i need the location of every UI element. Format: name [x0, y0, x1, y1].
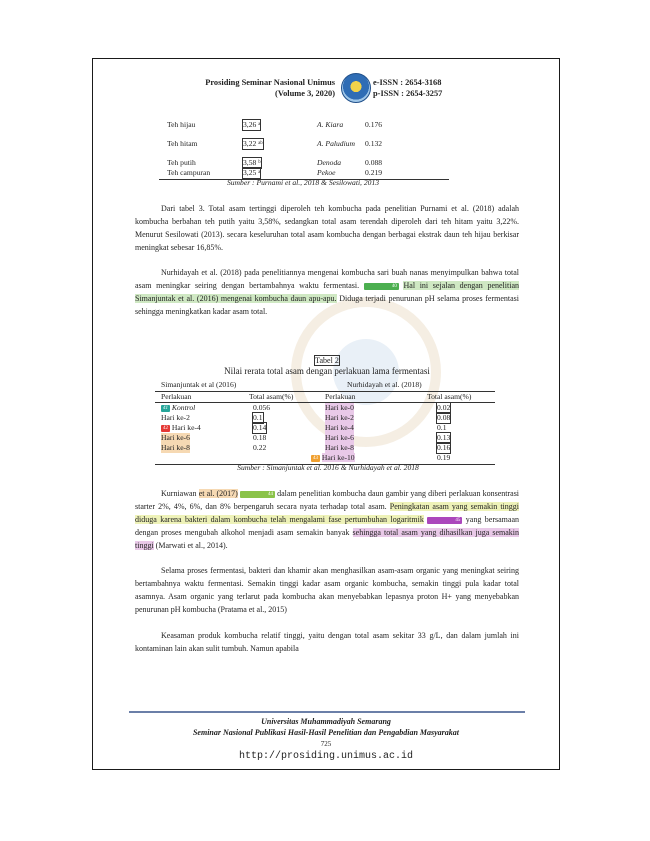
table-cell: Hari ke-8: [325, 443, 354, 452]
table-cell: Hari ke-2: [325, 413, 354, 422]
table-row: [167, 139, 447, 149]
annotation-tag: 40: [364, 283, 399, 290]
cell-text: Hari ke-10: [321, 453, 355, 462]
paragraph-1: Dari tabel 3. Total asam tertinggi diperoleh teh kombucha pada penelitian Purnami et al. (2018) adalah kombucha berbahan teh putih yaitu 3,58%, sedangkan total asam terendah diperoleh dari teh hitam yaitu 3,22%. Menurut Sesilowati (2013). secara keseluruhan total asam kombucha dengan berbagai ekstrak daun teh hijau berkisar meningkat sebesar 16,85%.: [135, 204, 519, 252]
table-2-group-row: [161, 380, 491, 390]
table-cell: 0.1: [437, 423, 447, 432]
table-cell: 3,22 ᵃᵇ: [243, 139, 263, 148]
table-cell: Hari ke-2: [161, 413, 190, 422]
table-cell: Hari ke-0: [325, 403, 354, 412]
table-row: [161, 423, 491, 433]
table-cell: 0.18: [253, 433, 267, 442]
cell-text: Kontrol: [171, 403, 196, 412]
eissn: e-ISSN : 2654-3168: [373, 78, 442, 87]
table-cell: A. Kiara: [317, 120, 344, 129]
paragraph-4: Selama proses fermentasi, bakteri dan khamir akan menghasilkan asam-asam organic yang meningkat seiring bertambahnya waktu fermentasi. Semakin tinggi kadar asam organic kombucha, semakin tinggi pula kadar total asamnya. Asam organic yang terlarut pada kombucha akan menyebabkan lepasnya proton H+ yang menyebabkan penurunan pH kombucha (Pratama et al., 2015): [135, 566, 519, 614]
table-cell: Denoda: [317, 158, 342, 167]
table-cell: 0.08: [437, 413, 451, 422]
table-1-source: Sumber : Purnami et al., 2018 & Sesilowati, 2013: [226, 178, 380, 187]
table-cell: A. Paludium: [317, 139, 355, 148]
table-row: [167, 168, 447, 178]
paragraph-2-part-a: Nurhidayah et al. (2018) pada penelitiannya mengenai kombucha sari buah nanas menyimpulkan bahwa total asam meningkar seiring dengan bertambahnya waktu fermentasi.: [135, 268, 519, 290]
footer-url[interactable]: http://prosiding.unimus.ac.id: [238, 751, 414, 762]
unimus-logo-icon: [341, 73, 371, 103]
footer-university: Universitas Muhammadiyah Semarang: [261, 717, 391, 726]
header-title: [189, 77, 335, 99]
group-right: Nurhidayah et al. (2018): [347, 380, 422, 389]
table-cell: Hari ke-8: [161, 443, 190, 452]
table-cell: 0.14: [253, 423, 267, 432]
table-cell: [161, 423, 201, 433]
table-row: [161, 433, 491, 443]
table-row: [161, 403, 491, 413]
paragraph-3-part-g: (Marwati et al., 2014).: [155, 541, 228, 550]
table-row: [167, 120, 447, 130]
header-title-line2: (Volume 3, 2020): [275, 89, 335, 98]
table-cell: Hari ke-4: [325, 423, 354, 432]
table-cell: 0.13: [437, 433, 451, 442]
table-cell: [161, 403, 195, 413]
table-row: [161, 453, 491, 463]
page-number: 725: [320, 740, 332, 748]
table-cell: Teh putih: [167, 158, 196, 167]
table-cell: 0.22: [253, 443, 267, 452]
paragraph-5: Keasaman produk kombucha relatif tinggi, yaitu dengan total asam sekitar 33 g/L, dan dalam jumlah ini kontaminan lain akan sulit tumbuh. Namun apabila: [135, 631, 519, 653]
paragraph-2-highlight: Hal ini sejalan dengan penelitian Simanjuntak et al. (2016) mengenai kombucha daun apu-apu.: [135, 281, 519, 303]
cell-text: Hari ke-4: [171, 423, 201, 432]
pissn: p-ISSN : 2654-3257: [373, 89, 443, 98]
annotation-tag: 44: [240, 491, 275, 498]
paragraph-3-citation: et al. (2017): [198, 489, 238, 498]
table-cell: 0.02: [437, 403, 451, 412]
header-issn: [373, 77, 483, 99]
paragraph-3: [135, 487, 519, 552]
paragraph-3-highlight-2: sehingga total asam yang dihasilkan juga semakin tinggi: [135, 528, 520, 550]
column-header: Perlakuan: [161, 392, 192, 401]
footer-rule: [129, 711, 525, 713]
table-cell: Hari ke-6: [325, 433, 354, 442]
table-row: [161, 443, 491, 453]
table-cell: 0.219: [365, 168, 383, 177]
footer-seminar: Seminar Nasional Publikasi Hasil-Hasil Penelitian dan Pengabdian Masyarakat: [192, 728, 460, 737]
column-header: Perlakuan: [325, 392, 356, 401]
paragraph-3-highlight-1: Peningkatan asam yang semakin tinggi diduga karena bakteri dalam kombucha telah mengalami fase pertumbuhan logaritmik: [135, 502, 519, 524]
table-cell: 0.19: [437, 453, 451, 462]
table-cell: 3,58 ᵇ: [243, 158, 261, 167]
table-2-title: Nilai rerata total asam dengan perlakuan lama fermentasi: [224, 366, 430, 376]
header-title-line1: Prosiding Seminar Nasional Unimus: [205, 78, 335, 87]
table-row: [161, 413, 491, 423]
table-cell: [311, 453, 355, 463]
table-cell: Teh campuran: [167, 168, 211, 177]
paragraph-3-part-c: dalam penelitian kombucha daun gambir yang diberi perlakuan konsentrasi starter 2%, 4%, 6%, dan 8% berpengaruh secara nyata terhadap total asam.: [135, 489, 520, 511]
annotation-tag: 45: [427, 517, 462, 524]
column-header: Total asam(%): [249, 392, 294, 401]
table-cell: 0.056: [253, 403, 271, 412]
table-cell: 0.16: [437, 443, 451, 452]
paragraph-2: [135, 266, 519, 318]
table-cell: Teh hijau: [167, 120, 196, 129]
page-header: [189, 73, 479, 113]
table-cell: 3,26 ᵃ: [243, 120, 261, 129]
table-2-source: Sumber : Simanjuntak et al. 2016 & Nurhidayah et al. 2018: [237, 463, 419, 472]
table-cell: 0.132: [365, 139, 383, 148]
annotation-tag: 41: [163, 405, 168, 411]
table-row: [167, 158, 447, 168]
paragraph-3-part-e: yang bersamaan dengan proses mengubah alkohol menjadi asam semakin banyak: [135, 515, 519, 537]
group-left: Simanjuntak et al (2016): [161, 380, 237, 389]
table-cell: Hari ke-6: [161, 433, 190, 442]
table-cell: Pekoe: [317, 168, 336, 177]
table-cell: Teh hitam: [167, 139, 198, 148]
paragraph-2-part-c: Diduga terjadi penurunan pH selama proses fermentasi sehingga meningkatkan kadar asam total.: [135, 294, 519, 316]
document-page: [92, 58, 560, 770]
table-2-header-row: [161, 392, 491, 402]
column-header: Total asam(%): [427, 392, 472, 401]
paragraph-3-author: Kurniawan: [161, 489, 197, 498]
table-cell: 3,25 ᵃ: [243, 168, 261, 177]
table-cell: 0.088: [365, 158, 383, 167]
table-cell: 0.176: [365, 120, 383, 129]
annotation-tag: 42: [163, 425, 168, 431]
annotation-tag: 43: [313, 455, 318, 461]
table-cell: 0.1: [253, 413, 263, 422]
table-2-caption-text: Tabel 2: [315, 356, 339, 365]
